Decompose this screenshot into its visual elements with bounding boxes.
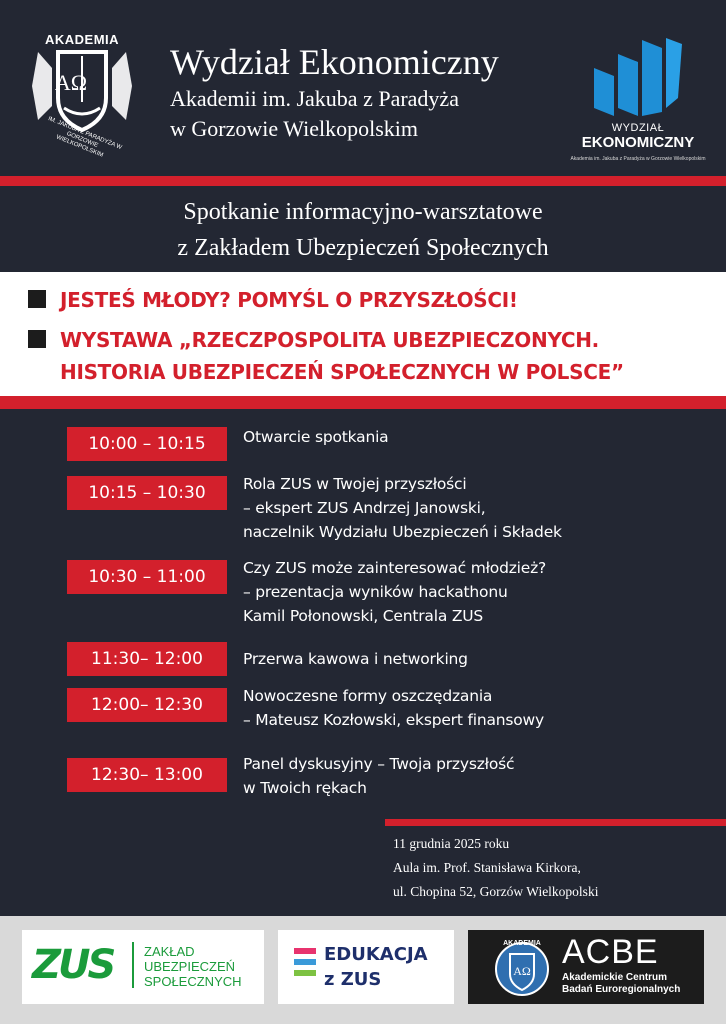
header	[0, 0, 726, 176]
red-divider-middle	[0, 396, 726, 409]
schedule-description: Przerwa kawowa i networking	[243, 650, 468, 668]
wydzial-logo-line2: EKONOMICZNY	[581, 134, 695, 151]
banner-item	[28, 284, 518, 316]
wydzial-logo-line3: Akademia im. Jakuba z Paradyża w Gorzowie Wielkopolskim	[570, 156, 706, 162]
banner-item	[28, 324, 624, 388]
info-red-line	[385, 819, 726, 826]
acbe-logo-box	[468, 930, 704, 1004]
emblem-letters: AΩ	[54, 70, 88, 95]
event-info	[393, 832, 723, 904]
akademia-logo-word: AKADEMIA	[44, 32, 120, 47]
schedule-time: 12:30– 13:00	[67, 758, 227, 792]
acbe-emblem-letters: AΩ	[513, 964, 531, 978]
schedule-time: 11:30– 12:00	[67, 642, 227, 676]
edukacja-logo-text: EDUKACJA z ZUS	[324, 944, 428, 990]
schedule-time: 12:00– 12:30	[67, 688, 227, 722]
schedule-time: 10:00 – 10:15	[67, 427, 227, 461]
faculty-subtitle-line2: w Gorzowie Wielkopolskim	[170, 116, 419, 141]
wydzial-ekonomiczny-logo-icon	[568, 38, 708, 168]
bullet-square-icon	[28, 290, 46, 308]
highlight-banner	[0, 272, 726, 396]
footer-partners	[0, 916, 726, 1024]
zus-logo-box	[22, 930, 264, 1004]
schedule-time: 10:30 – 11:00	[67, 560, 227, 594]
event-address: ul. Chopina 52, Gorzów Wielkopolski	[393, 884, 599, 899]
akademia-emblem-icon	[30, 30, 134, 159]
edukacja-stripes-icon	[294, 948, 316, 981]
acbe-title: ACBE	[562, 933, 659, 971]
bullet-square-icon	[28, 330, 46, 348]
banner-item-text: JESTEŚ MŁODY? POMYŚL O PRZYSZŁOŚCI!	[60, 288, 518, 312]
akademia-logo-subtitle: IM. JAKUBA Z PARADYŻA W GORZOWIE WIELKOPOLSKIM	[47, 115, 123, 159]
banner-item-text: WYSTAWA „RZECZPOSPOLITA UBEZPIECZONYCH. HISTORIA UBEZPIECZEŃ SPOŁECZNYCH W POLSCE”	[60, 328, 624, 384]
edukacja-logo-box	[278, 930, 454, 1004]
zus-logo-text: ZAKŁAD UBEZPIECZEŃ SPOŁECZNYCH	[144, 944, 242, 989]
faculty-title: Wydział Ekonomiczny	[170, 42, 499, 82]
event-date: 11 grudnia 2025 roku	[393, 836, 510, 851]
schedule-description: Panel dyskusyjny – Twoja przyszłość w Twoich rękach	[243, 755, 515, 797]
schedule-description: Nowoczesne formy oszczędzania – Mateusz Kozłowski, ekspert finansowy	[243, 687, 544, 729]
wydzial-logo-line1: WYDZIAŁ	[611, 122, 665, 134]
schedule-description: Otwarcie spotkania	[243, 428, 389, 446]
acbe-emblem-icon	[494, 936, 550, 998]
schedule-description: Rola ZUS w Twojej przyszłości – ekspert ZUS Andrzej Janowski, naczelnik Wydziału Ubezpieczeń i Składek	[243, 475, 562, 541]
schedule-description: Czy ZUS może zainteresować młodzież? – prezentacja wyników hackathonu Kamil Połonowski, Centrala ZUS	[243, 559, 547, 625]
schedule-time: 10:15 – 10:30	[67, 476, 227, 510]
meeting-title-line1: Spotkanie informacyjno-warsztatowe	[183, 199, 543, 225]
meeting-title	[0, 186, 726, 272]
zus-logo: ZUS	[32, 942, 114, 988]
meeting-title-line2: z Zakładem Ubezpieczeń Społecznych	[177, 235, 549, 261]
faculty-subtitle-line1: Akademii im. Jakuba z Paradyża	[170, 86, 459, 111]
acbe-emblem-word: AKADEMIA	[503, 940, 541, 947]
acbe-subtitle: Akademickie Centrum Badań Euroregionalnych	[562, 972, 681, 995]
event-place: Aula im. Prof. Stanisława Kirkora,	[393, 860, 581, 875]
zus-separator	[132, 942, 134, 988]
faculty-title-block	[170, 40, 570, 144]
wydzial-logo-graphic	[590, 38, 686, 118]
